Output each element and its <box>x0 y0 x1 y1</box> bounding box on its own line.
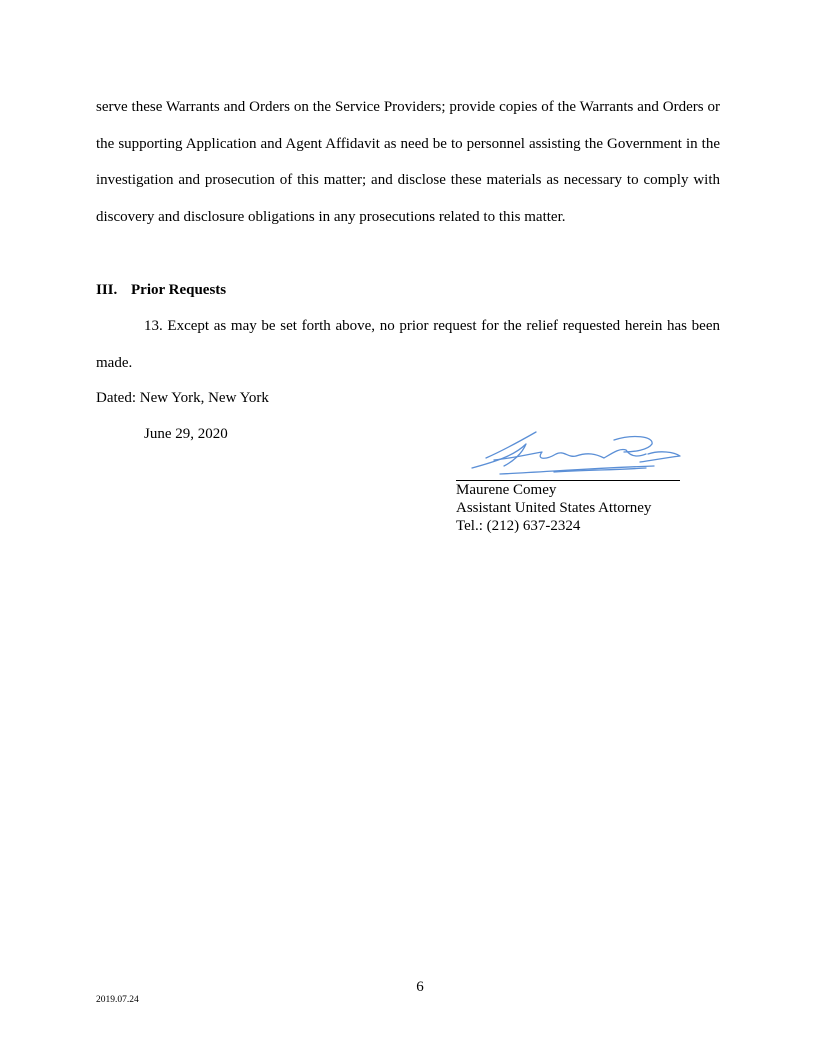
paragraph-13: 13. Except as may be set forth above, no prior request for the relief requested herein has been made. <box>96 318 720 371</box>
section-heading <box>96 280 226 300</box>
signature-block <box>456 481 651 535</box>
dated-location: Dated: New York, New York <box>96 390 269 406</box>
handwritten-signature <box>464 428 684 480</box>
continued-paragraph: serve these Warrants and Orders on the Service Providers; provide copies of the Warrants and Orders or the supporting Application and Agent Affidavit as need be to personnel assisting the Government in the investigation and prosecution of this matter; and disclose these materials as necessary to comply with discovery and disclosure obligations in any prosecutions related to this matter. <box>96 99 720 225</box>
signer-phone: Tel.: (212) 637-2324 <box>456 518 581 534</box>
section-number: III. <box>96 282 118 298</box>
section-title: Prior Requests <box>131 282 227 298</box>
dated-date: June 29, 2020 <box>144 426 228 442</box>
page-number: 6 <box>416 979 424 995</box>
signer-name: Maurene Comey <box>456 482 557 498</box>
footer-version-code: 2019.07.24 <box>96 995 139 1005</box>
signer-title: Assistant United States Attorney <box>456 500 652 516</box>
